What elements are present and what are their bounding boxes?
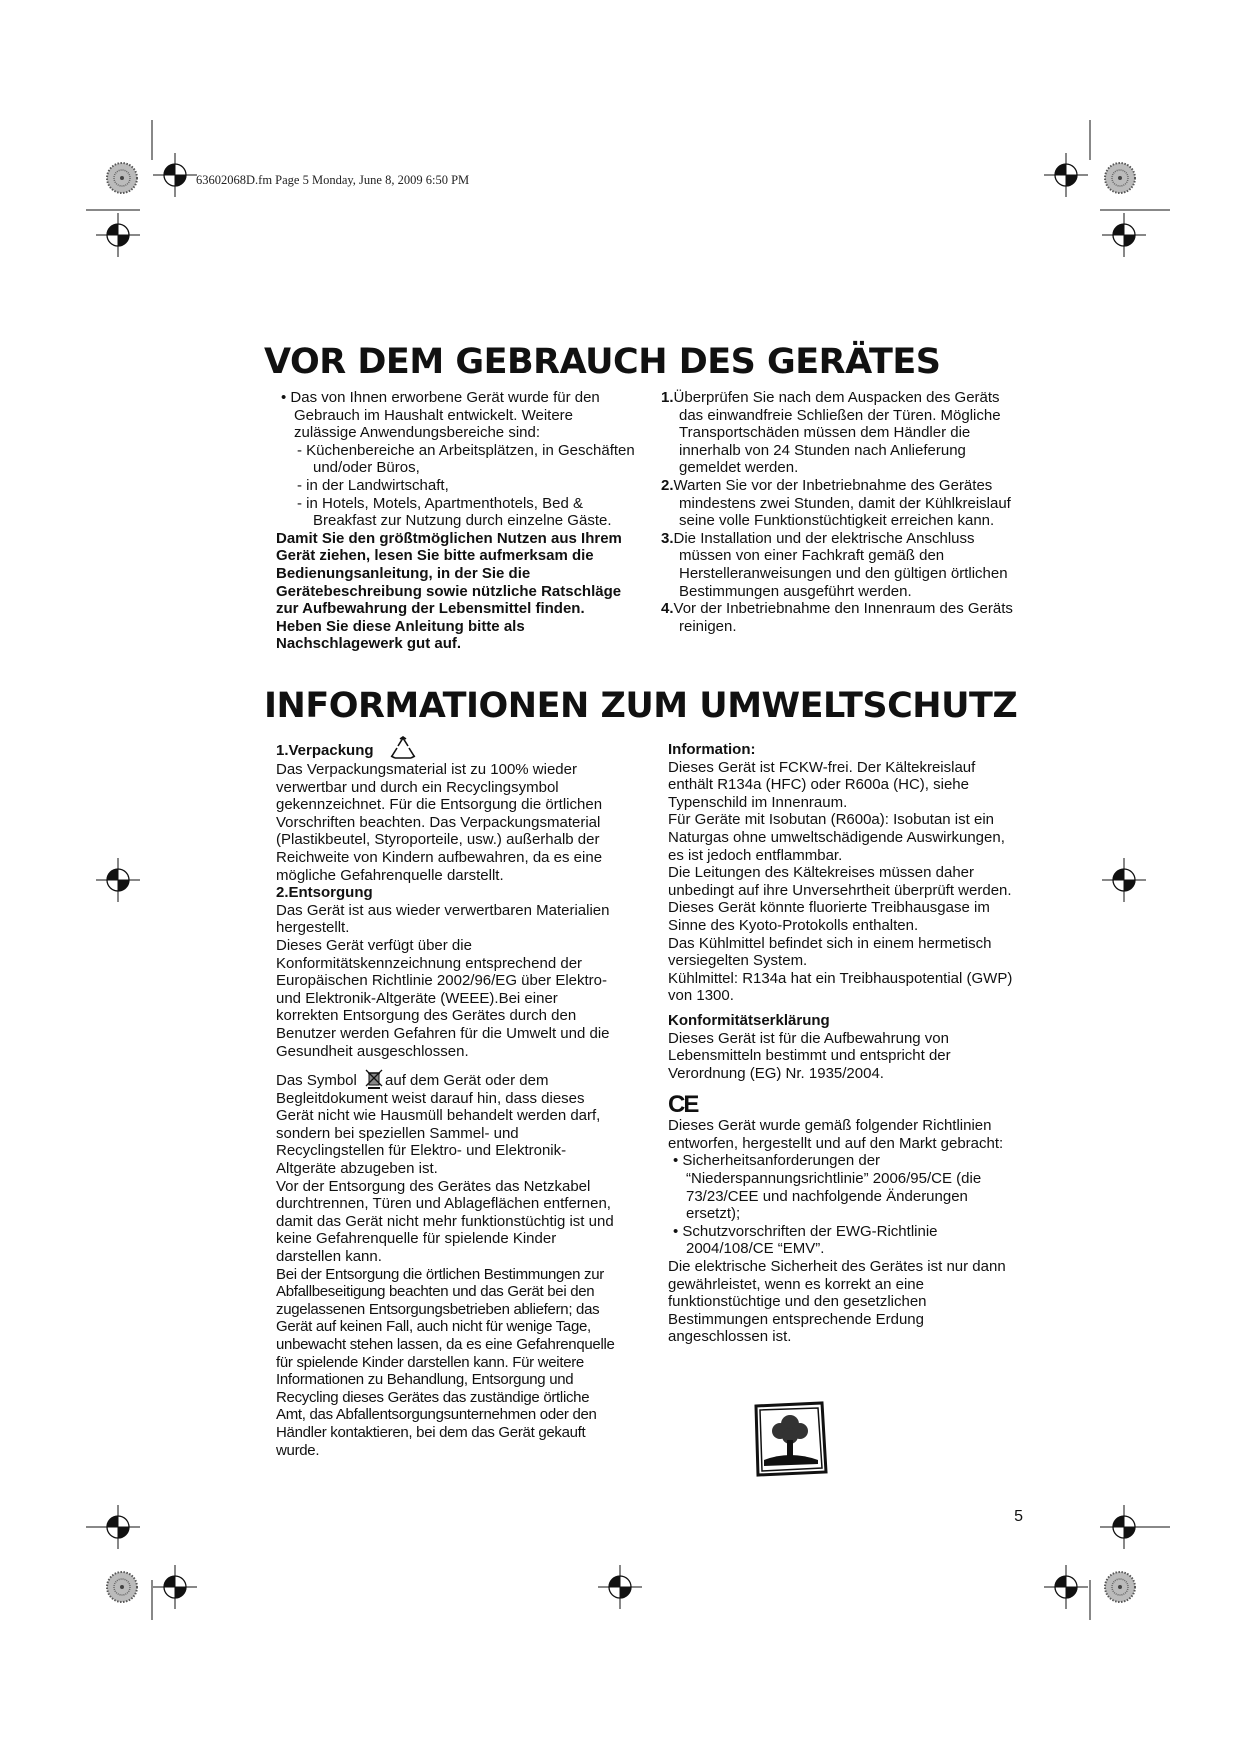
regulations-text: Bei der Entsorgung die örtlichen Bestimmungen zur Abfallbeseitigung beachten und das Gerät bei den zugelassenen Entsorgungsbetrieben abliefern; das Gerät auf keinen Fall, auch nicht für wenige Tage, unbewacht stehen lassen, da es eine Gefahrenquelle für spielende Kinder darstellen kann. Für weitere Informationen zu Behandlung, Entsorgung und Recycling dieses Gerätes das zuständige örtliche Amt, das Abfallentsorgungsunternehmen oder den Händler kontaktieren, bei dem das Gerät gekauft wurde.	[276, 1265, 615, 1459]
registration-mark-icon	[1044, 1565, 1088, 1609]
heading-information: Information:	[668, 741, 756, 758]
tree-logo-icon	[750, 1400, 830, 1478]
registration-mark-icon	[153, 153, 197, 197]
netzkabel-text: Vor der Entsorgung des Gerätes das Netzkabel durchtrennen, Türen und Ablageflächen entfernen, damit das Gerät nicht mehr funktionstüchtig ist und keine Gefahrenquelle für spielende Kinder darstellen kann.	[276, 1177, 614, 1266]
registration-mark-icon	[96, 213, 140, 257]
list-item: 1.Überprüfen Sie nach dem Auspacken des Geräts das einwandfreie Schließen der Türen. Mögliche Transportschäden müssen dem Händler die innerhalb von 24 Stunden nach Anlieferung gemeldet werden.	[661, 389, 1001, 477]
print-header-note: 63602068D.fm Page 5 Monday, June 8, 2009 6:50 PM	[196, 173, 470, 187]
registration-mark-icon	[598, 1565, 642, 1609]
registration-mark-icon	[153, 1565, 197, 1609]
info-text: Das Kühlmittel befindet sich in einem hermetisch versiegelten System.	[668, 934, 992, 970]
disposal-text-2: Dieses Gerät verfügt über die Konformitätskennzeichnung entsprechend der Europäischen Richtlinie 2002/96/EG über Elektro- und Elektronik-Altgeräte (WEEE).Bei einer korrekten Entsorgung des Gerätes durch den Benutzer werden Gefahren für die Umwelt und die Gesundheit ausgeschlossen.	[276, 936, 610, 1060]
heading-disposal: 2.Entsorgung	[276, 884, 373, 902]
list-item: - in der Landwirtschaft,	[297, 476, 449, 494]
disposal-text-1: Das Gerät ist aus wieder verwertbaren Materialien hergestellt.	[276, 901, 610, 937]
color-bar-icon	[107, 163, 137, 193]
registration-mark-icon	[96, 1505, 140, 1549]
weee-symbol-text: Das Symbol auf dem Gerät oder dem Begleitdokument weist darauf hin, dass dieses Gerät nicht wie Hausmüll behandelt werden darf, sondern bei speziellen Sammel- und Recyclingstellen für Elektro- und Elektronik-Altgeräte abzugeben ist.	[276, 1072, 621, 1178]
list-item: • Sicherheitsanforderungen der “Niederspannungsrichtlinie” 2006/95/CE (die 73/23/CEE und nachfolgende Änderungen ersetzt);	[673, 1152, 982, 1223]
list-item: • Schutzvorschriften der EWG-Richtlinie 2004/108/CE “EMV”.	[673, 1222, 938, 1258]
section-title-environment: INFORMATIONEN ZUM UMWELTSCHUTZ	[264, 686, 1018, 726]
registration-mark-icon	[1102, 858, 1146, 902]
color-bar-icon	[1105, 163, 1135, 193]
color-bar-icon	[1105, 1572, 1135, 1602]
color-bar-icon	[107, 1572, 137, 1602]
list-item: 4.Vor der Inbetriebnahme den Innenraum des Geräts reinigen.	[661, 600, 1013, 635]
list-item: - Küchenbereiche an Arbeitsplätzen, in Geschäften und/oder Büros,	[297, 441, 635, 477]
heading-packaging: 1.Verpackung	[276, 741, 621, 761]
section2-right-column	[668, 741, 1020, 1346]
page-number: 5	[1014, 1508, 1023, 1525]
registration-mark-icon	[1044, 153, 1088, 197]
section-title-before-use: VOR DEM GEBRAUCH DES GERÄTES	[264, 342, 941, 382]
usage-intro: • Das von Ihnen erworbene Gerät wurde für den Gebrauch im Haushalt entwickelt. Weitere zulässige Anwendungsbereiche sind:	[281, 389, 600, 442]
ce-mark: CE	[668, 1091, 698, 1119]
bold-keep-manual: Heben Sie diese Anleitung bitte als Nachschlagewerk gut auf.	[276, 617, 525, 653]
conformity-text: Dieses Gerät ist für die Aufbewahrung von Lebensmitteln bestimmt und entspricht der Verordnung (EG) Nr. 1935/2004.	[668, 1029, 951, 1082]
info-text: Für Geräte mit Isobutan (R600a): Isobutan ist ein Naturgas ohne umweltschädigende Auswirkungen, es ist jedoch entflammbar.	[668, 811, 1005, 864]
registration-mark-icon	[96, 858, 140, 902]
crossed-bin-icon	[365, 1069, 383, 1089]
directives-intro: Dieses Gerät wurde gemäß folgender Richtlinien entworfen, hergestellt und auf den Markt gebracht:	[668, 1117, 1004, 1152]
registration-mark-icon	[1102, 213, 1146, 257]
list-item: 3.Die Installation und der elektrische Anschluss müssen von einer Fachkraft gemäß den Herstelleranweisungen und den gültigen örtlichen Bestimmungen ausgeführt werden.	[661, 529, 1008, 600]
list-item: - in Hotels, Motels, Apartmenthotels, Bed & Breakfast zur Nutzung durch einzelne Gäste.	[297, 494, 612, 530]
info-text: Dieses Gerät könnte fluorierte Treibhausgase im Sinne des Kyoto-Protokolls enthalten.	[668, 899, 990, 934]
section1-right-column	[661, 389, 1021, 635]
info-text: Kühlmittel: R134a hat ein Treibhauspotential (GWP) von 1300.	[668, 969, 1013, 1005]
bold-advice: Damit Sie den größtmöglichen Nutzen aus Ihrem Gerät ziehen, lesen Sie bitte aufmerksam die Bedienungsanleitung, in der Sie die Gerätebeschreibung sowie nützliche Ratschläge zur Aufbewahrung der Lebensmittel finden.	[276, 529, 622, 618]
electrical-safety-text: Die elektrische Sicherheit des Gerätes ist nur dann gewährleistet, wenn es korrekt an eine funktionstüchtige und den gesetzlichen Bestimmungen entsprechende Erdung angeschlossen ist.	[668, 1258, 1006, 1346]
info-text: Die Leitungen des Kältekreises müssen daher unbedingt auf ihre Unversehrtheit überprüft werden.	[668, 864, 1012, 899]
heading-conformity: Konformitätserklärung	[668, 1011, 830, 1029]
packaging-text: Das Verpackungsmaterial ist zu 100% wieder verwertbar und durch ein Recyclingsymbol gekennzeichnet. Für die Entsorgung die örtlichen Vorschriften beachten. Das Verpackungsmaterial (Plastikbeutel, Styroporteile, usw.) außerhalb der Reichweite von Kindern aufbewahren, da es eine mögliche Gefahrenquelle darstellt.	[276, 761, 603, 884]
list-item: 2.Warten Sie vor der Inbetriebnahme des Gerätes mindestens zwei Stunden, damit der Kühlkreislauf seine volle Funktionstüchtigkeit erreichen kann.	[661, 476, 1011, 530]
registration-mark-icon	[1102, 1505, 1146, 1549]
info-text: Dieses Gerät ist FCKW-frei. Der Kältekreislauf enthält R134a (HFC) oder R600a (HC), siehe Typenschild im Innenraum.	[668, 758, 976, 811]
recycle-icon	[388, 735, 418, 761]
section2-left-column	[276, 741, 621, 1459]
section1-left-column	[276, 389, 638, 653]
